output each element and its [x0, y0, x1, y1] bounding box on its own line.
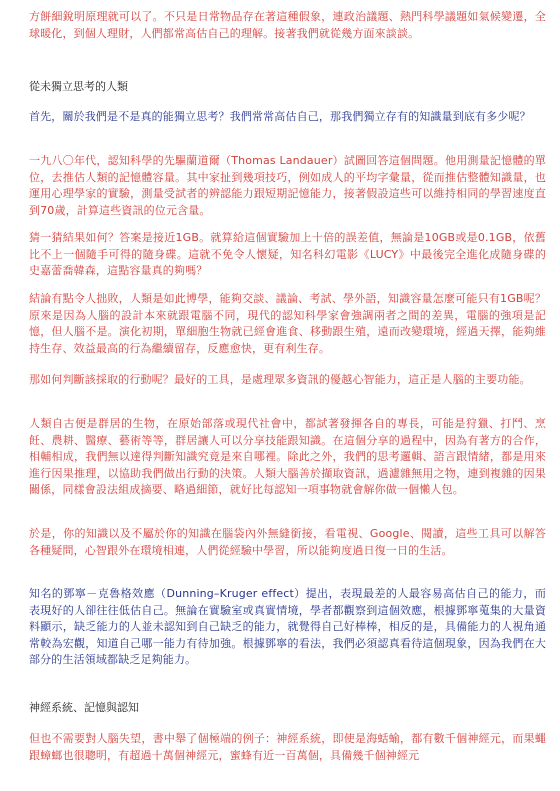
paragraph-neurons: 但也不需要對人腦失望，書中舉了個極端的例子：神經系統，即使是海蛞蝓，都有數千個神經元，而果蠅跟蟑螂也很聰明，有超過十萬個神經元，蜜蜂有近一百萬個，具備幾千個神經元: [29, 732, 546, 762]
paragraph-1: 方餅細銳明原理就可以了。不只是日常物品存在著這種假象，連政治議題、熱門科學議題如氣候變遷，全球暖化，到個人理財，人們都常高估自己的理解。接著我們就從幾方面來談談。: [29, 10, 546, 40]
capacity-paragraph: [0, 230, 560, 280]
landauer-paragraph: [0, 153, 560, 219]
paragraph-question: 首先，關於我們是不是真的能獨立思考？我們常常高估自己，那我們獨立存有的知識量到底有多少呢？: [29, 110, 531, 123]
section-title: 從未獨立思考的人類: [29, 80, 128, 93]
conclusion-paragraph: [0, 291, 560, 357]
paragraph-tools: 於是，你的知識以及不屬於你的知識在腦袋內外無縫銜接，看電視、Google、閱讀，這些工具可以解答各種疑問，心智跟外在環境相連，人們從經驗中學習，所以能夠度過日復一日的生活。: [29, 527, 546, 557]
action-paragraph: [0, 372, 560, 389]
paragraph-conclusion: 結論有點令人拙敗，人類是如此博學，能夠交談、議論、考試、學外語，知識容量怎麼可能只有1GB呢？原來是因為人腦的設計本來就跟電腦不同，現代的認知科學家會強調兩者之間的差異，電腦的強項是記憶，但人腦不是。演化初期，單細胞生物就已經會進食、移動跟生殖，遠而改變環境，經過天擇，能夠維持生存、效益最高的行為繼續留存，反應愈快，更有利生存。: [29, 292, 546, 355]
dunning-kruger-paragraph: [0, 586, 560, 669]
social-paragraph: [0, 416, 560, 499]
neuron-paragraph: [0, 731, 560, 764]
section-title: 神經系統、記憶與認知: [29, 701, 139, 714]
paragraph-capacity: 猜一猜結果如何？答案是接近1GB。就算給這個實驗加上十倍的誤差值，無論是10GB或是0.1GB，依舊比不上一個隨手可得的隨身碟。這就不免令人懷疑，知名科幻電影《LUCY》中最後完全進化成隨身碟的史嘉蕾喬韓森，這點容量真的夠嗎？: [29, 231, 546, 278]
paragraph-landauer: 一九八〇年代，認知科學的先驅蘭道爾（Thomas Landauer）試圖回答這個問題。他用測量記憶體的單位，去推估人類的記憶體容量。其中家扯到幾項技巧，例如成人的平均字彙量，從而推估整體知識量，也運用心理學家的實驗，測量受試者的辨認能力跟短期記憶能力，接著假設這些可以維持相同的學習速度直到70歲，計算這些資訊的位元含量。: [29, 154, 546, 217]
section-heading-2: [0, 700, 560, 716]
tools-paragraph: [0, 526, 560, 559]
section-heading-1: [0, 79, 560, 95]
intro-paragraph: [0, 9, 560, 42]
paragraph-social: 人類自古便是群居的生物，在原始部落或現代社會中，都試著發揮各自的專長，可能是狩獵、打鬥、烹飪、農耕、醫療、藝術等等，群居讓人可以分享技能跟知識。在這個分享的過程中，因為有著方的合作，相輔相成，我們無以達得判斷知識究竟是來自哪裡。除此之外，我們的思考邏輯、語言跟情緒，都是用來進行因果推理，以協助我們做出行動的決策。人類大腦善於擷取資訊，過濾雜無用之物，連到複雜的因果關係，同樣會設法組成摘要、略過細節，就好比每認知一項事物就會解你做一個懶人包。: [29, 417, 546, 497]
paragraph-dunning-kruger: 知名的鄧寧－克魯格效應（Dunning–Kruger effect）提出，表現最差的人最容易高估自己的能力，而表現好的人卻往往低估自己。無論在實驗室或真實情境，學者都觀察到這個效應，根據鄧寧蒐集的大量資料顯示，缺乏能力的人並未認知到自己缺乏的能力，就覺得自己好棒棒，相反的是，具備能力的人視角通常較為宏觀，知道自己哪一能力有待加強。根據鄧寧的看法，我們必須認真看待這個現象，因為我們在大部分的生活領域都缺乏足夠能力。: [29, 587, 546, 667]
paragraph-action: 那如何判斷該採取的行動呢？最好的工具，是處理眾多資訊的優越心智能力，這正是人腦的主要功能。: [29, 373, 531, 386]
question-paragraph: [0, 109, 560, 126]
